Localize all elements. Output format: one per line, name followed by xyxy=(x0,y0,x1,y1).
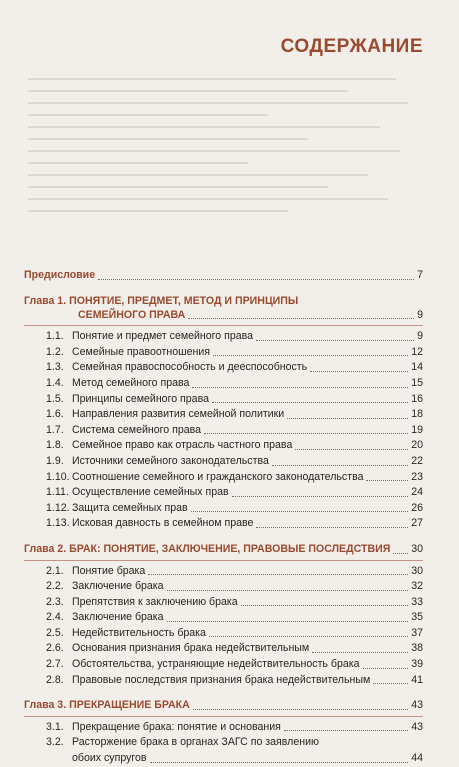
leader-dots xyxy=(393,553,408,554)
page-number: 27 xyxy=(411,517,423,530)
item-label: Расторжение брака в органах ЗАГС по заявлению xyxy=(72,736,319,749)
chapter-3 xyxy=(24,698,423,766)
leader-dots xyxy=(213,355,408,356)
item-label: Семейное право как отрасль частного права xyxy=(72,439,293,452)
chapter-title: ПОНЯТИЕ, ПРЕДМЕТ, МЕТОД И ПРИНЦИПЫ xyxy=(69,294,299,307)
chapter-heading[interactable] xyxy=(24,698,423,714)
page-number: 44 xyxy=(411,752,423,765)
preface-label: Предисловие xyxy=(24,269,96,281)
chapter-heading[interactable] xyxy=(24,542,423,558)
page-number: 38 xyxy=(411,642,423,655)
chapter-number: Глава 2. xyxy=(24,542,67,555)
leader-dots xyxy=(204,433,408,434)
item-number: 2.6. xyxy=(46,642,64,655)
chapter-1 xyxy=(24,294,423,532)
page-title: СОДЕРЖАНИЕ xyxy=(280,36,423,57)
item-label: Защита семейных прав xyxy=(72,501,188,514)
page-number: 33 xyxy=(411,595,423,608)
item-number: 1.9. xyxy=(46,454,64,467)
item-label: Недействительность брака xyxy=(72,626,206,639)
chapter-divider xyxy=(24,325,423,326)
page-number: 16 xyxy=(411,392,423,405)
item-number: 2.8. xyxy=(46,673,64,686)
chapter-divider xyxy=(24,716,423,717)
toc-item[interactable] xyxy=(24,501,423,517)
page-number: 12 xyxy=(411,345,423,358)
page-number: 32 xyxy=(411,580,423,593)
leader-dots xyxy=(232,496,409,497)
toc-item[interactable] xyxy=(24,657,423,673)
toc-item[interactable] xyxy=(24,516,423,532)
toc-item[interactable] xyxy=(24,641,423,657)
toc-item[interactable] xyxy=(24,392,423,408)
item-label: Осуществление семейных прав xyxy=(72,486,229,499)
item-label: Соотношение семейного и гражданского законодательства xyxy=(72,470,364,483)
page-number: 20 xyxy=(411,439,423,452)
leader-dots xyxy=(167,590,409,591)
page-number: 23 xyxy=(411,470,423,483)
item-number: 1.10. xyxy=(46,470,70,483)
toc-item[interactable] xyxy=(24,376,423,392)
leader-dots xyxy=(284,730,408,731)
chapter-title: ПРЕКРАЩЕНИЕ БРАКА xyxy=(69,699,190,712)
page-number: 43 xyxy=(411,720,423,733)
leader-dots xyxy=(366,480,408,481)
page-number: 9 xyxy=(417,330,423,343)
toc-item[interactable] xyxy=(24,564,423,580)
leader-dots xyxy=(98,279,414,280)
toc-item[interactable] xyxy=(24,360,423,376)
leader-dots xyxy=(272,465,408,466)
item-label: Система семейного права xyxy=(72,423,202,436)
page-number: 30 xyxy=(411,542,423,555)
toc-item[interactable] xyxy=(24,438,423,454)
leader-dots xyxy=(209,636,408,637)
leader-dots xyxy=(150,762,409,763)
leader-dots xyxy=(212,402,408,403)
toc-item[interactable] xyxy=(24,470,423,486)
item-label: Основания признания брака недействительным xyxy=(72,642,310,655)
item-number: 2.2. xyxy=(46,580,64,593)
toc-item[interactable] xyxy=(24,735,423,766)
page-number: 41 xyxy=(411,673,423,686)
item-number: 1.6. xyxy=(46,408,64,421)
leader-dots xyxy=(193,709,408,710)
item-number: 1.8. xyxy=(46,439,64,452)
item-label: Направления развития семейной политики xyxy=(72,408,285,421)
item-number: 2.3. xyxy=(46,595,64,608)
item-number: 2.4. xyxy=(46,611,64,624)
toc-item[interactable] xyxy=(24,720,423,736)
page-number: 39 xyxy=(411,658,423,671)
leader-dots xyxy=(192,387,408,388)
page-number: 30 xyxy=(411,564,423,577)
leader-dots xyxy=(373,683,408,684)
item-number: 1.5. xyxy=(46,392,64,405)
item-number: 3.2. xyxy=(46,736,64,749)
leader-dots xyxy=(295,449,408,450)
chapter-2 xyxy=(24,542,423,688)
chapter-heading[interactable] xyxy=(24,294,423,308)
leader-dots xyxy=(191,511,409,512)
leader-dots xyxy=(312,652,408,653)
leader-dots xyxy=(256,340,414,341)
item-label: Понятие брака xyxy=(72,564,146,577)
item-label: Заключение брака xyxy=(72,580,164,593)
page-number: 37 xyxy=(411,626,423,639)
leader-dots xyxy=(188,318,414,319)
chapter-divider xyxy=(24,560,423,561)
page-number: 26 xyxy=(411,501,423,514)
toc-item[interactable] xyxy=(24,329,423,345)
item-number: 1.4. xyxy=(46,376,64,389)
toc-item[interactable] xyxy=(24,485,423,501)
chapter-title-line2: СЕМЕЙНОГО ПРАВА xyxy=(78,308,186,321)
page-number: 9 xyxy=(417,308,423,321)
table-of-contents xyxy=(24,268,423,767)
item-number: 1.11. xyxy=(46,486,69,499)
item-number: 2.5. xyxy=(46,626,64,639)
item-number: 2.1. xyxy=(46,564,64,577)
item-number: 1.1. xyxy=(46,330,64,343)
toc-preface[interactable] xyxy=(24,268,423,284)
toc-item[interactable] xyxy=(24,454,423,470)
page-number: 18 xyxy=(411,408,423,421)
item-label: Семейная правоспособность и дееспособность xyxy=(72,361,308,374)
item-number: 1.13. xyxy=(46,517,70,530)
item-number: 1.2. xyxy=(46,345,64,358)
item-number: 1.3. xyxy=(46,361,64,374)
item-number: 2.7. xyxy=(46,658,64,671)
chapter-title: БРАК: ПОНЯТИЕ, ЗАКЛЮЧЕНИЕ, ПРАВОВЫЕ ПОСЛЕДСТВИЯ xyxy=(69,542,391,555)
item-label-line2: обоих супругов xyxy=(72,752,147,765)
leader-dots xyxy=(287,418,408,419)
toc-item[interactable] xyxy=(24,345,423,361)
item-label: Семейные правоотношения xyxy=(72,345,211,358)
bleed-through-text xyxy=(28,68,428,258)
toc-item[interactable] xyxy=(24,423,423,439)
item-number: 1.12. xyxy=(46,501,70,514)
item-number: 3.1. xyxy=(46,720,64,733)
item-label: Метод семейного права xyxy=(72,376,190,389)
leader-dots xyxy=(241,605,409,606)
item-label: Исковая давность в семейном праве xyxy=(72,517,254,530)
page-number: 35 xyxy=(411,611,423,624)
item-label: Правовые последствия признания брака недействительным xyxy=(72,673,371,686)
leader-dots xyxy=(256,527,408,528)
page-number: 14 xyxy=(411,361,423,374)
page-number: 43 xyxy=(411,699,423,712)
toc-item[interactable] xyxy=(24,626,423,642)
chapter-number: Глава 3. xyxy=(24,699,67,712)
page-number: 24 xyxy=(411,486,423,499)
leader-dots xyxy=(310,371,408,372)
item-label: Препятствия к заключению брака xyxy=(72,595,238,608)
leader-dots xyxy=(363,668,409,669)
leader-dots xyxy=(167,621,409,622)
item-label: Принципы семейного права xyxy=(72,392,209,405)
toc-item[interactable] xyxy=(24,610,423,626)
toc-item[interactable] xyxy=(24,579,423,595)
item-label: Источники семейного законодательства xyxy=(72,454,269,467)
item-label: Понятие и предмет семейного права xyxy=(72,330,254,343)
toc-item[interactable] xyxy=(24,673,423,689)
item-label: Обстоятельства, устраняющие недействительность брака xyxy=(72,658,360,671)
item-number: 1.7. xyxy=(46,423,64,436)
page-number: 22 xyxy=(411,454,423,467)
leader-dots xyxy=(148,574,408,575)
toc-item[interactable] xyxy=(24,407,423,423)
item-label: Заключение брака xyxy=(72,611,164,624)
toc-item[interactable] xyxy=(24,595,423,611)
item-label: Прекращение брака: понятие и основания xyxy=(72,720,281,733)
chapter-number: Глава 1. xyxy=(24,294,67,307)
page-number: 19 xyxy=(411,423,423,436)
page-number: 15 xyxy=(411,376,423,389)
page-number: 7 xyxy=(417,269,423,281)
